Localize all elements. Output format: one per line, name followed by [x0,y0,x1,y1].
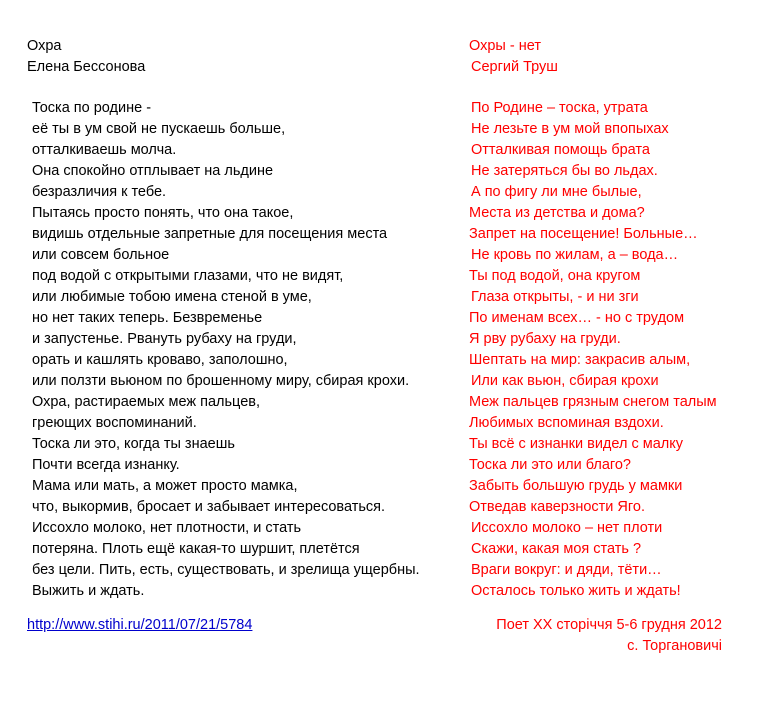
right-line: Скажи, какая моя стать ? [471,541,642,557]
left-line: или любимые тобою имена стеной в уме, [32,289,312,305]
source-link[interactable]: http://www.stihi.ru/2011/07/21/5784 [27,617,253,633]
right-line: По Родине – тоска, утрата [471,100,648,116]
right-line: Иссохло молоко – нет плоти [471,520,663,536]
left-line: безразличия к тебе. [32,184,167,200]
left-line: Тоска по родине - [32,100,152,116]
left-line: но нет таких теперь. Безвременье [32,310,263,326]
left-line: Почти всегда изнанку. [32,457,180,473]
right-line: Не кровь по жилам, а – вода… [471,247,679,263]
left-line: Выжить и ждать. [32,583,145,599]
left-line: видишь отдельные запретные для посещения места [32,226,388,242]
right-line: А по фигу ли мне былые, [471,184,642,200]
right-line: Не лезьте в ум мой впопыхах [471,121,669,137]
right-line: Я рву рубаху на груди. [469,331,621,347]
right-line: Забыть большую грудь у мамки [469,478,683,494]
left-line: под водой с открытыми глазами, что не видят, [32,268,344,284]
right-poem [469,36,764,602]
right-poem-footer [477,615,722,657]
left-line: или совсем больное [32,247,170,263]
right-line: Не затеряться бы во льдах. [471,163,658,179]
right-line: Ты всё с изнанки видел с малку [469,436,683,452]
footer-signature: Поет ХХ сторіччя 5-6 грудня 2012 [496,617,722,633]
left-poem-author: Елена Бессонова [27,59,146,75]
left-line: отталкиваешь молча. [32,142,177,158]
left-line: греющих воспоминаний. [32,415,197,431]
left-spacer [27,78,457,98]
left-line: и запустенье. Рвануть рубаху на груди, [32,331,297,347]
right-poem-title: Охры - нет [469,38,541,54]
right-line: Любимых вспоминая вздохи. [469,415,664,431]
right-line: Или как вьюн, сбирая крохи [471,373,659,389]
right-line: Шептать на мир: закрасив алым, [469,352,691,368]
left-line: её ты в ум свой не пускаешь больше, [32,121,286,137]
left-line: что, выкормив, бросает и забывает интересоваться. [32,499,386,515]
right-line: Отведав каверзности Яго. [469,499,645,515]
left-line: потеряна. Плоть ещё какая-то шуршит, плетётся [32,541,360,557]
right-poem-author: Сергий Труш [471,59,558,75]
right-line: Враги вокруг: и дяди, тёти… [471,562,662,578]
left-poem-title: Охра [27,38,62,54]
right-line: Места из детства и дома? [469,205,645,221]
left-line: орать и кашлять кроваво, заполошно, [32,352,288,368]
left-line: Охра, растираемых меж пальцев, [32,394,260,410]
footer-place: с. Торгановичі [627,638,722,654]
right-line: Меж пальцев грязным снегом талым [469,394,717,410]
right-spacer [469,78,764,98]
right-line: Отталкивая помощь брата [471,142,650,158]
right-line: Глаза открыты, - и ни зги [471,289,639,305]
left-line: Мама или мать, а может просто мамка, [32,478,298,494]
left-line: или ползти вьюном по брошенному миру, сбирая крохи. [32,373,410,389]
left-line: Она спокойно отплывает на льдине [32,163,274,179]
right-line: Ты под водой, она кругом [469,268,641,284]
right-line: По именам всех… - но с трудом [469,310,685,326]
left-line: без цели. Пить, есть, существовать, и зрелища ущербны. [32,562,420,578]
left-poem [27,36,457,602]
right-line: Осталось только жить и ждать! [471,583,681,599]
right-line: Запрет на посещение! Больные… [469,226,698,242]
left-line: Тоска ли это, когда ты знаешь [32,436,235,452]
left-line: Пытаясь просто понять, что она такое, [32,205,294,221]
left-line: Иссохло молоко, нет плотности, и стать [32,520,302,536]
right-line: Тоска ли это или благо? [469,457,631,473]
